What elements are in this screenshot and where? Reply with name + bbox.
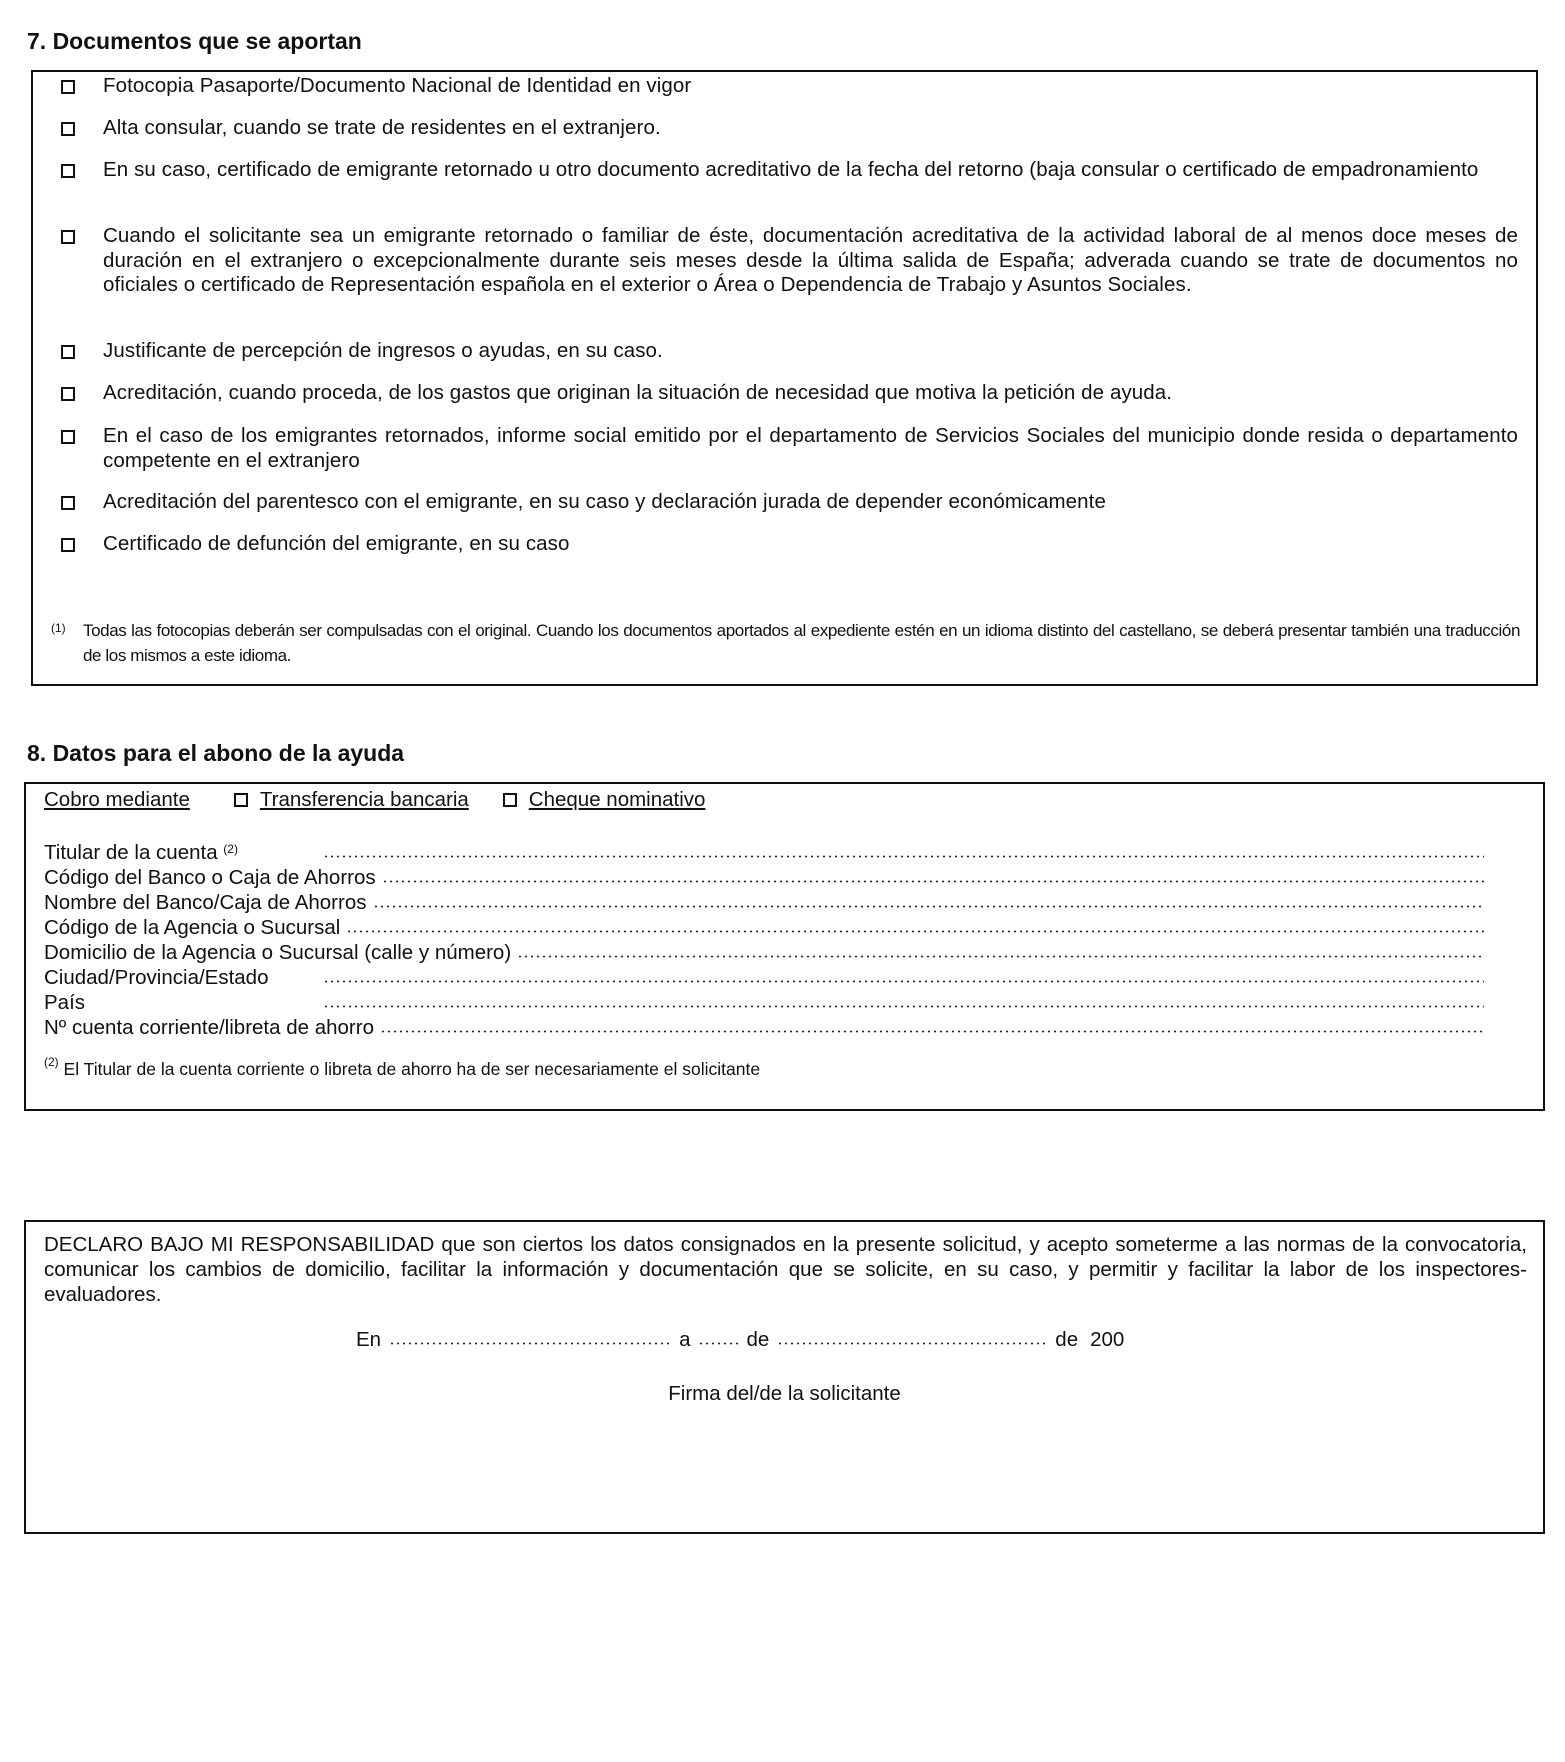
field-label: Nombre del Banco/Caja de Ahorros [44, 891, 367, 914]
payment-method-row [44, 788, 705, 812]
document-label: Alta consular, cuando se trate de residentes en el extranjero. [103, 116, 661, 139]
field-cuenta[interactable] [44, 1015, 1484, 1040]
a-label: a [679, 1328, 691, 1351]
document-label: Cuando el solicitante sea un emigrante retornado o familiar de éste, documentación acreditativa de la actividad laboral de al menos doce meses de duración en el extranjero o excepcionalmente durante seis meses desde la última salida de España; adverada cuando se trate de documentos no oficiales o certificado de Representación española en el exterior o Área o Dependencia de Trabajo y Asuntos Sociales. [103, 224, 1518, 296]
de-label: de [746, 1328, 770, 1351]
field-ciudad[interactable] [44, 965, 1484, 990]
month-fill-line[interactable] [777, 1341, 1047, 1346]
document-label: En su caso, certificado de emigrante retornado u otro documento acreditativo de la fecha del retorno (baja consular o certificado de empadronamiento [103, 158, 1479, 181]
section8-title: 8. Datos para el abono de la ayuda [27, 740, 405, 766]
document-label: Certificado de defunción del emigrante, en su caso [103, 532, 570, 555]
place-date-row [356, 1328, 1124, 1352]
document-checkbox[interactable] [61, 164, 75, 178]
document-checkbox[interactable] [61, 122, 75, 136]
fill-line[interactable] [346, 929, 1484, 934]
field-domicilio[interactable] [44, 940, 1484, 965]
document-label: Acreditación del parentesco con el emigrante, en su caso y declaración jurada de depender económicamente [103, 490, 1106, 513]
field-nombre-banco[interactable] [44, 890, 1484, 915]
field-label: País [44, 991, 86, 1014]
en-label: En [356, 1328, 382, 1351]
document-checkbox[interactable] [61, 345, 75, 359]
document-checkbox[interactable] [61, 80, 75, 94]
section7-title: 7. Documentos que se aportan [27, 28, 362, 54]
cheque-label: Cheque nominativo [528, 788, 706, 811]
document-item [33, 116, 1536, 141]
footnote-ref: (2) [223, 842, 238, 856]
payment-method-label: Cobro mediante [44, 788, 190, 811]
fill-line[interactable] [323, 854, 1484, 859]
document-item [33, 224, 1536, 298]
signature-label: Firma del/de la solicitante [668, 1382, 901, 1405]
transfer-label: Transferencia bancaria [259, 788, 469, 811]
field-label: Titular de la cuenta $^{(2)}$ [44, 841, 238, 864]
document-item [33, 490, 1536, 515]
document-item [33, 424, 1536, 473]
day-fill-line[interactable] [698, 1341, 738, 1346]
document-item [33, 532, 1536, 557]
documents-box [31, 70, 1538, 686]
payment-box [24, 782, 1545, 1111]
field-label: Nº cuenta corriente/libreta de ahorro [44, 1016, 374, 1039]
declaration-box [24, 1220, 1545, 1534]
footnote-text: El Titular de la cuenta corriente o libreta de ahorro ha de ser necesariamente el solicitante [63, 1059, 761, 1079]
footnote-mark: (2) [44, 1055, 59, 1069]
document-checkbox[interactable] [61, 230, 75, 244]
document-item [33, 339, 1536, 364]
fill-line[interactable] [382, 879, 1484, 884]
document-label: Acreditación, cuando proceda, de los gastos que originan la situación de necesidad que motiva la petición de ayuda. [103, 381, 1173, 404]
field-codigo-banco[interactable] [44, 865, 1484, 890]
bank-fields [44, 840, 1484, 1040]
fill-line[interactable] [323, 979, 1484, 984]
option-transfer[interactable] [234, 788, 469, 812]
document-item [33, 381, 1536, 406]
field-codigo-agencia[interactable] [44, 915, 1484, 940]
document-checkbox[interactable] [61, 496, 75, 510]
field-label: Ciudad/Provincia/Estado [44, 966, 269, 989]
footnote-text: Todas las fotocopias deberán ser compulsadas con el original. Cuando los documentos aportados al expediente estén en un idioma distinto del castellano, se deberá presentar también una traducción de los mismos a este idioma. [83, 621, 1520, 665]
field-pais[interactable] [44, 990, 1484, 1015]
cheque-checkbox[interactable] [503, 793, 517, 807]
document-label: Justificante de percepción de ingresos o ayudas, en su caso. [103, 339, 663, 362]
fill-line[interactable] [323, 1004, 1484, 1009]
document-checkbox[interactable] [61, 387, 75, 401]
option-cheque[interactable] [503, 788, 706, 812]
document-label: Fotocopia Pasaporte/Documento Nacional de Identidad en vigor [103, 74, 692, 97]
footnote-mark: (1) [51, 621, 66, 635]
field-titular[interactable] [44, 840, 1484, 865]
place-fill-line[interactable] [389, 1341, 671, 1346]
document-label: En el caso de los emigrantes retornados, informe social emitido por el departamento de Servicios Sociales del municipio donde resida o departamento competente en el extranjero [103, 424, 1518, 472]
transfer-checkbox[interactable] [234, 793, 248, 807]
field-label: Código del Banco o Caja de Ahorros [44, 866, 376, 889]
footnote-2 [44, 1055, 761, 1080]
de-year-label: de [1055, 1328, 1079, 1351]
field-label: Código de la Agencia o Sucursal [44, 916, 341, 939]
declaration-text: DECLARO BAJO MI RESPONSABILIDAD que son ciertos los datos consignados en la presente solicitud, y acepto someterme a las normas de la convocatoria, comunicar los cambios de domicilio, facilitar la información y documentación que se solicite, en su caso, y permitir y facilitar la labor de los inspectores-evaluadores. [44, 1233, 1527, 1306]
fill-line[interactable] [380, 1029, 1484, 1034]
field-label: Domicilio de la Agencia o Sucursal (calle y número) [44, 941, 512, 964]
document-item [33, 158, 1536, 183]
year-prefix: 200 [1090, 1328, 1125, 1351]
document-checkbox[interactable] [61, 430, 75, 444]
footnote-1 [51, 618, 1520, 668]
fill-line[interactable] [517, 954, 1484, 959]
document-checkbox[interactable] [61, 538, 75, 552]
fill-line[interactable] [373, 904, 1485, 909]
document-item [33, 74, 1536, 99]
